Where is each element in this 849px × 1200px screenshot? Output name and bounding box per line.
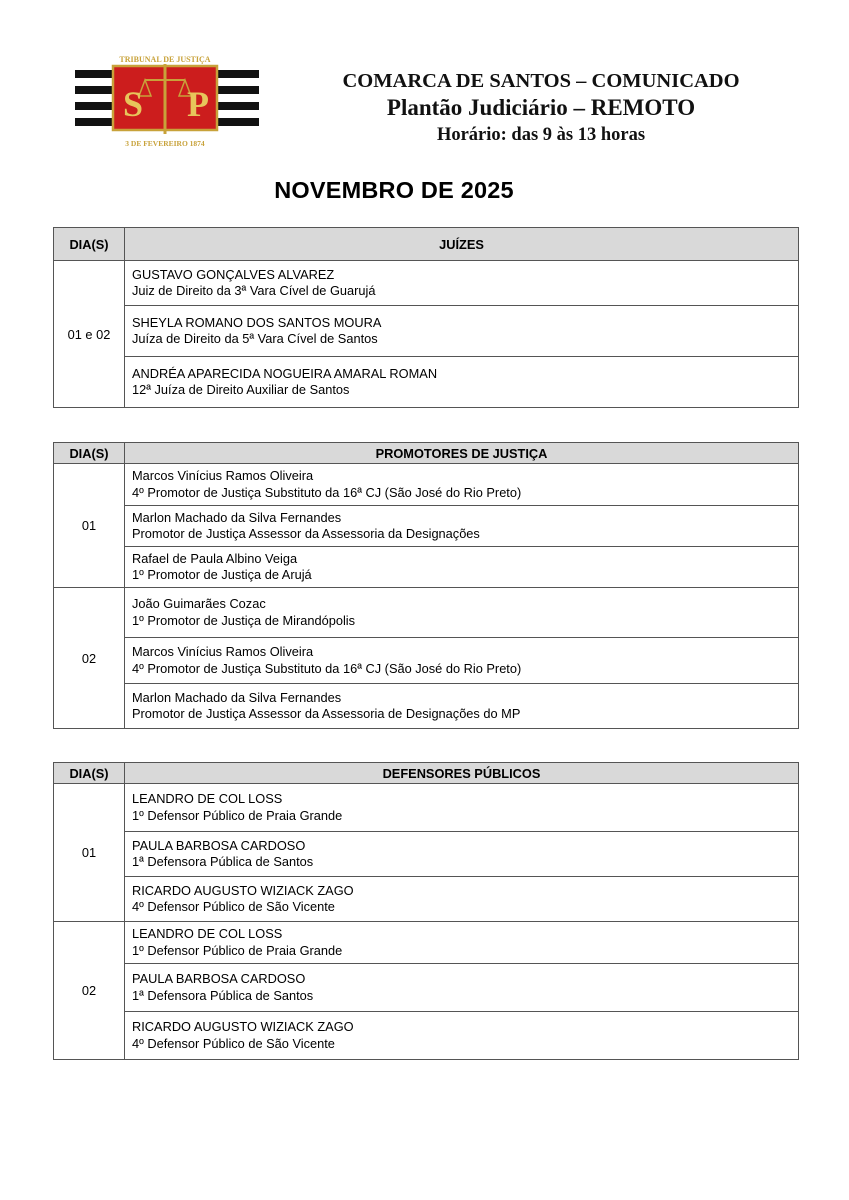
- entry-cell: [125, 832, 799, 877]
- table-row: [54, 922, 799, 964]
- entry-role: Promotor de Justiça Assessor da Assessoria de Designações do MP: [132, 706, 521, 721]
- entry-cell: [125, 964, 799, 1012]
- header-line-plantao: Plantão Judiciário – REMOTO: [386, 95, 696, 120]
- entry-role: 1ª Defensora Pública de Santos: [132, 854, 314, 869]
- entry-role: 1º Defensor Público de Praia Grande: [132, 807, 343, 823]
- table-row: [54, 964, 799, 1012]
- entry-name: Marcos Vinícius Ramos Oliveira: [132, 468, 314, 483]
- col-header-day: DIA(S): [54, 763, 125, 784]
- seal-letter-s: S: [122, 84, 144, 124]
- entry-cell: [125, 784, 799, 832]
- entry-role: 4º Defensor Público de São Vicente: [132, 899, 335, 914]
- entry-role: Juíza de Direito da 5ª Vara Cível de Santos: [132, 331, 378, 346]
- entry-cell: [125, 547, 799, 588]
- col-header-day: DIA(S): [54, 443, 125, 464]
- entry-cell: [125, 684, 799, 729]
- seal-letter-p: P: [187, 84, 209, 124]
- entry-name: Marcos Vinícius Ramos Oliveira: [132, 644, 314, 659]
- col-header-prosecutors: PROMOTORES DE JUSTIÇA: [125, 443, 799, 464]
- day-cell: 01 e 02: [54, 261, 125, 408]
- entry-role: 1º Defensor Público de Praia Grande: [132, 942, 343, 958]
- entry-name: Rafael de Paula Albino Veiga: [132, 550, 298, 566]
- entry-name: SHEYLA ROMANO DOS SANTOS MOURA: [132, 314, 382, 330]
- table-row: [54, 832, 799, 877]
- day-cell: 01: [54, 784, 125, 922]
- entry-role: 1ª Defensora Pública de Santos: [132, 987, 314, 1003]
- court-seal-logo: [75, 52, 259, 152]
- entry-name: PAULA BARBOSA CARDOSO: [132, 971, 306, 986]
- table-header-row: [54, 228, 799, 261]
- day-cell: 01: [54, 464, 125, 588]
- entry-cell: [125, 1012, 799, 1060]
- prosecutors-table: [53, 442, 799, 729]
- table-row: [54, 784, 799, 832]
- entry-cell: [125, 306, 799, 357]
- seal-top-text: TRIBUNAL DE JUSTIÇA: [119, 55, 211, 64]
- entry-cell: [125, 506, 799, 547]
- table-row: [54, 306, 799, 357]
- col-header-judges: JUÍZES: [125, 228, 799, 261]
- table-row: [54, 357, 799, 408]
- seal-bottom-text: 3 DE FEVEREIRO 1874: [125, 139, 205, 148]
- table-row: [54, 506, 799, 547]
- entry-role: 4º Promotor de Justiça Substituto da 16ª CJ (São José do Rio Preto): [132, 660, 522, 676]
- col-header-day: DIA(S): [54, 228, 125, 261]
- entry-role: Promotor de Justiça Assessor da Assessoria da Designações: [132, 526, 480, 541]
- entry-name: GUSTAVO GONÇALVES ALVAREZ: [132, 266, 335, 282]
- entry-cell: [125, 357, 799, 408]
- entry-name: RICARDO AUGUSTO WIZIACK ZAGO: [132, 1019, 354, 1034]
- table-row: [54, 464, 799, 506]
- entry-name: ANDRÉA APARECIDA NOGUEIRA AMARAL ROMAN: [132, 365, 438, 381]
- defenders-table: [53, 762, 799, 1060]
- entry-role: 1º Promotor de Justiça de Arujá: [132, 567, 312, 582]
- table-row: [54, 1012, 799, 1060]
- table-row: [54, 684, 799, 729]
- header-line-horario: Horário: das 9 às 13 horas: [436, 125, 646, 145]
- table-row: [54, 638, 799, 684]
- entry-role: 12ª Juíza de Direito Auxiliar de Santos: [132, 382, 350, 397]
- day-cell: 02: [54, 588, 125, 729]
- header-line-comarca: COMARCA DE SANTOS – COMUNICADO: [342, 70, 740, 92]
- entry-name: PAULA BARBOSA CARDOSO: [132, 837, 306, 853]
- table-header-row: [54, 443, 799, 464]
- entry-cell: [125, 588, 799, 638]
- document-header: [300, 68, 782, 148]
- entry-role: 4º Promotor de Justiça Substituto da 16ª CJ (São José do Rio Preto): [132, 484, 522, 500]
- month-title: NOVEMBRO DE 2025: [274, 177, 514, 203]
- table-row: [54, 588, 799, 638]
- day-cell: 02: [54, 922, 125, 1060]
- entry-name: LEANDRO DE COL LOSS: [132, 926, 283, 941]
- entry-name: LEANDRO DE COL LOSS: [132, 791, 283, 806]
- table-header-row: [54, 763, 799, 784]
- entry-cell: [125, 638, 799, 684]
- entry-name: RICARDO AUGUSTO WIZIACK ZAGO: [132, 882, 354, 898]
- entry-cell: [125, 877, 799, 922]
- entry-role: Juiz de Direito da 3ª Vara Cível de Guarujá: [132, 283, 376, 298]
- table-row: [54, 877, 799, 922]
- entry-name: Marlon Machado da Silva Fernandes: [132, 509, 342, 525]
- entry-cell: [125, 922, 799, 964]
- judges-table: [53, 227, 799, 408]
- entry-role: 1º Promotor de Justiça de Mirandópolis: [132, 612, 356, 628]
- entry-cell: [125, 464, 799, 506]
- entry-name: Marlon Machado da Silva Fernandes: [132, 689, 342, 705]
- entry-role: 4º Defensor Público de São Vicente: [132, 1035, 335, 1051]
- table-row: [54, 547, 799, 588]
- col-header-defenders: DEFENSORES PÚBLICOS: [125, 763, 799, 784]
- entry-name: João Guimarães Cozac: [132, 596, 266, 611]
- table-row: [54, 261, 799, 306]
- entry-cell: [125, 261, 799, 306]
